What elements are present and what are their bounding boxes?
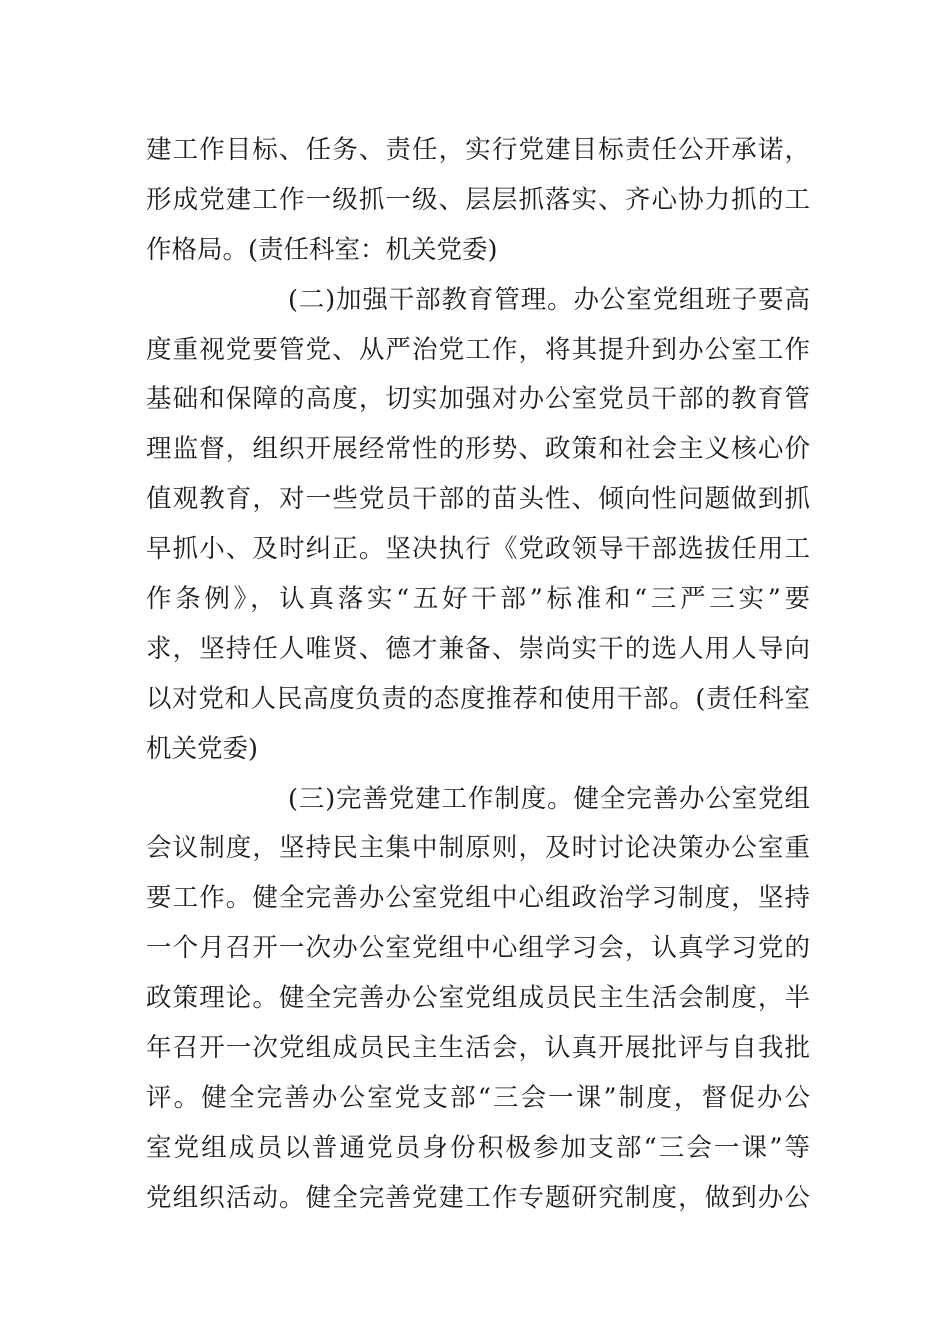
text-line: 一个月召开一次办公室党组中心组学习会，认真学习党的 [146,933,810,964]
text-line: 党组织活动。健全完善党建工作专题研究制度，做到办公 [146,1182,810,1213]
text-line: 度重视党要管党、从严治党工作，将其提升到办公室工作 [146,334,810,365]
text-line: 早抓小、及时纠正。坚决执行《党政领导干部选拔任用工 [146,534,810,565]
text-line: 机关党委) [146,733,258,764]
section-heading-line: (二)加强干部教育管理。办公室党组班子要高 [288,284,810,315]
section-heading-line: (三)完善党建工作制度。健全完善办公室党组 [288,783,810,814]
text-line: 政策理论。健全完善办公室党组成员民主生活会制度，半 [146,983,810,1014]
body-text [146,126,810,1224]
text-line: 值观教育，对一些党员干部的苗头性、倾向性问题做到抓 [146,484,810,515]
text-line: 作格局。(责任科室：机关党委) [146,234,498,265]
text-line: 求，坚持任人唯贤、德才兼备、崇尚实干的选人用人导向 [146,633,810,664]
text-line: 年召开一次党组成员民主生活会，认真开展批评与自我批 [146,1033,810,1064]
text-line: 室党组成员以普通党员身份积极参加支部“三会一课”等 [146,1132,810,1163]
text-line: 理监督，组织开展经常性的形势、政策和社会主义核心价 [146,434,810,465]
text-line: 基础和保障的高度，切实加强对办公室党员干部的教育管 [146,384,810,415]
text-line: 会议制度，坚持民主集中制原则，及时讨论决策办公室重 [146,833,810,864]
text-line: 作条例》，认真落实“五好干部”标准和“三严三实”要 [146,584,810,615]
text-line: 以对党和人民高度负责的态度推荐和使用干部。(责任科室 [146,683,810,714]
text-line: 评。健全完善办公室党支部“三会一课”制度，督促办公 [146,1082,810,1113]
text-line: 建工作目标、任务、责任，实行党建目标责任公开承诺， [146,135,810,165]
text-line: 要工作。健全完善办公室党组中心组政治学习制度，坚持 [146,883,810,914]
text-line: 形成党建工作一级抓一级、层层抓落实、齐心协力抓的工 [146,184,810,215]
